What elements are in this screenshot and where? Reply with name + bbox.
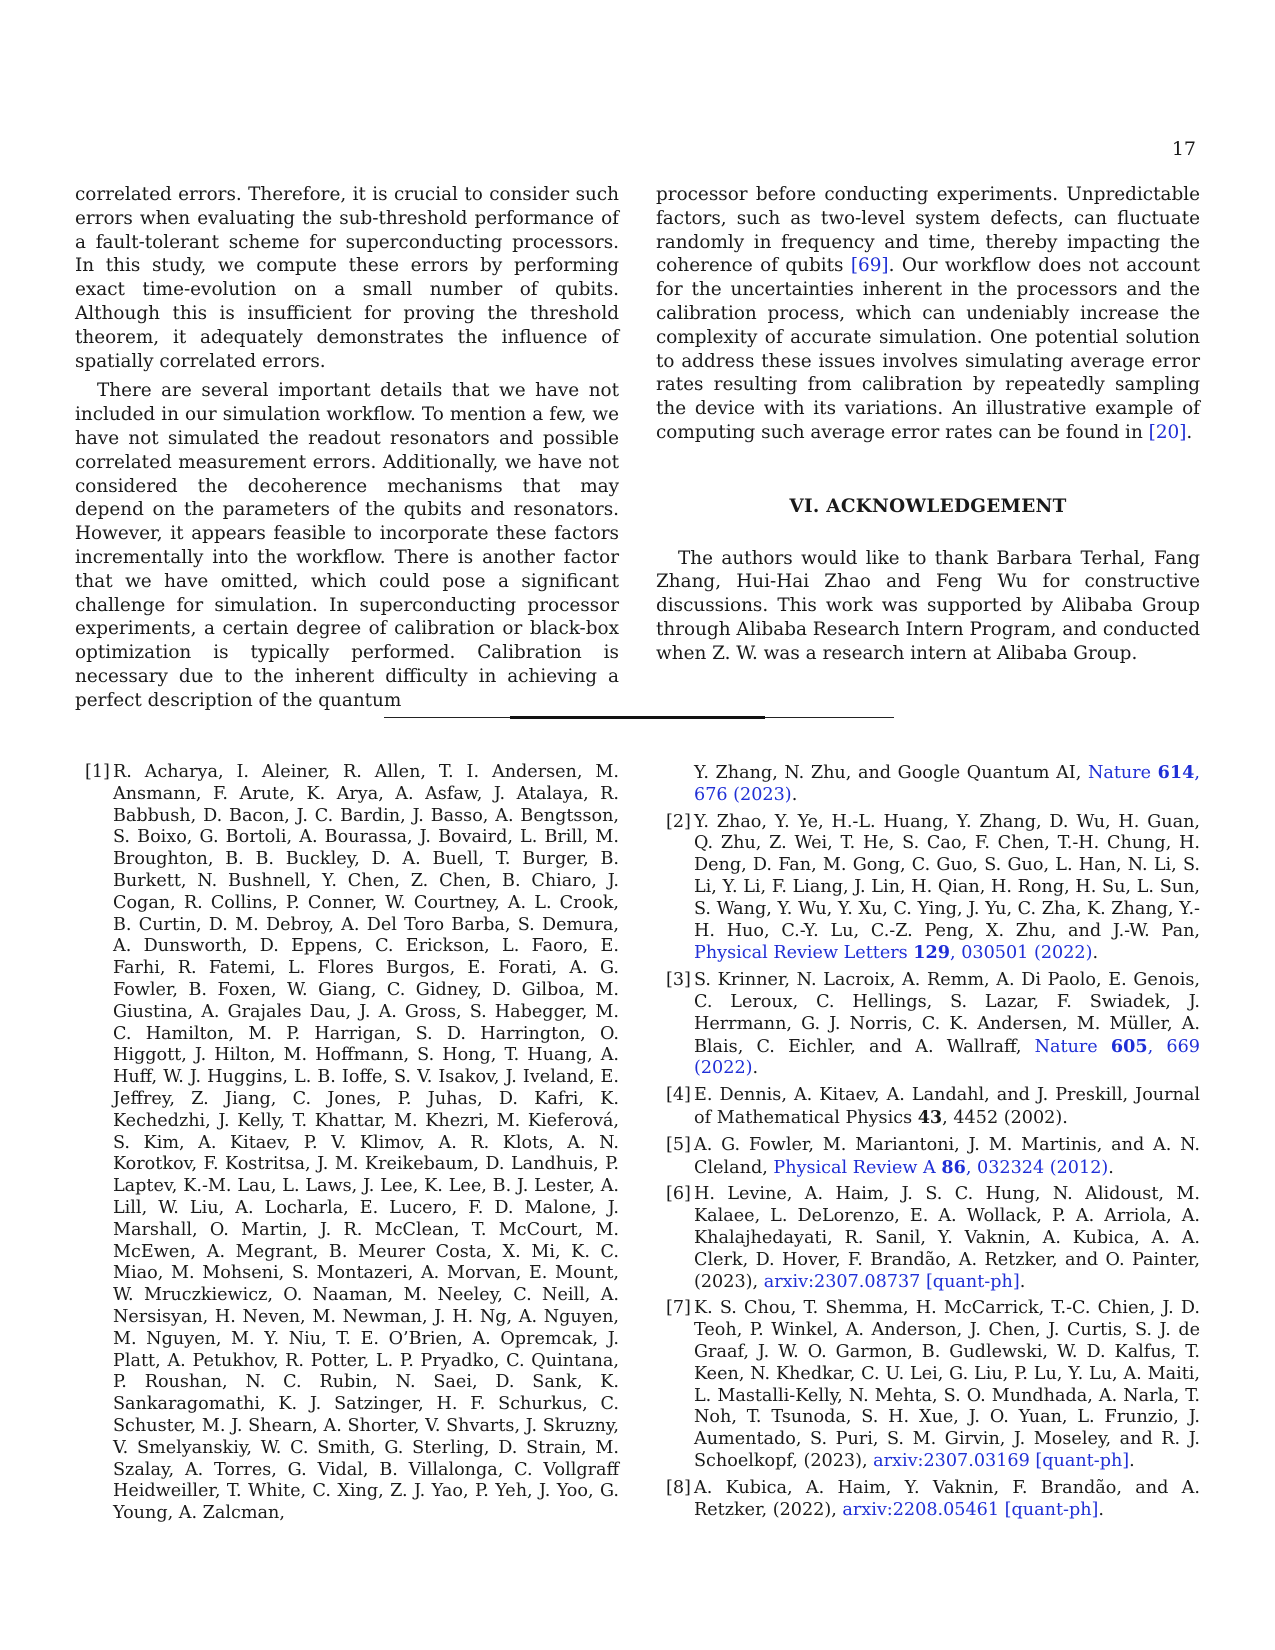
- link-volume: 605: [1110, 1035, 1148, 1057]
- reference-text: A. G. Fowler, M. Mariantoni, J. M. Martinis, and A. N. Cleland,: [694, 1134, 1200, 1178]
- reference-tail: .: [1092, 943, 1099, 964]
- reference-number: [2]: [666, 811, 691, 832]
- link-text: Physical Review Letters: [694, 943, 914, 964]
- arxiv-link[interactable]: arxiv:2208.05461 [quant-ph]: [842, 1499, 1099, 1520]
- citation-link[interactable]: [20]: [1148, 421, 1187, 443]
- reference-item: [656, 812, 1200, 966]
- arxiv-link[interactable]: arxiv:2307.08737 [quant-ph]: [763, 1271, 1020, 1292]
- link-text: , 030501 (2022): [950, 943, 1093, 964]
- reference-item: [75, 762, 619, 1525]
- link-text: Nature: [1034, 1036, 1111, 1057]
- text-span: . Our workflow does not account for the uncertainties inherent in the processors and the calibration process, which can undeniably increase the complexity of accurate simulation. One potential solution to address these issues involves simulating average error rates resulting from calibration by repeatedly sampling the device with its variations. An illustrative example of computing such average error rates can be found in: [656, 255, 1200, 443]
- reference-text: E. Dennis, A. Kitaev, A. Landahl, and J. Preskill, Journal of Mathematical Physics: [694, 1085, 1200, 1128]
- reference-text: R. Acharya, I. Aleiner, R. Allen, T. I. Andersen, M. Ansmann, F. Arute, K. Arya, A. Asfaw, J. Atalaya, R. Babbush, D. Bacon, J. C. Bardin, J. Basso, A. Bengtsson, S. Boixo, G. Bortoli, A. Bourassa, J. Bovaird, L. Brill, M. Broughton, B. B. Buckley, D. A. Buell, T. Burger, B. Burkett, N. Bushnell, Y. Chen, Z. Chen, B. Chiaro, J. Cogan, R. Collins, P. Conner, W. Courtney, A. L. Crook, B. Curtin, D. M. Debroy, A. Del Toro Barba, S. Demura, A. Dunsworth, D. Eppens, C. Erickson, L. Faoro, E. Farhi, R. Fatemi, L. Flores Burgos, E. Forati, A. G. Fowler, B. Foxen, W. Giang, C. Gidney, D. Gilboa, M. Giustina, A. Grajales Dau, J. A. Gross, S. Habegger, M. C. Hamilton, M. P. Harrigan, S. D. Harrington, O. Higgott, J. Hilton, M. Hoffmann, S. Hong, T. Huang, A. Huff, W. J. Huggins, L. B. Ioffe, S. V. Isakov, J. Iveland, E. Jeffrey, Z. Jiang, C. Jones, P. Juhas, D. Kafri, K. Kechedzhi, J. Kelly, T. Khattar, M. Khezri, M. Kieferová, S. Kim, A. Kitaev, P. V. Klimov, A. R. Klots, A. N. Korotkov, F. Kostritsa, J. M. Kreikebaum, D. Landhuis, P. Laptev, K.-M. Lau, L. Laws, J. Lee, K. Lee, B. J. Lester, A. Lill, W. Liu, A. Locharla, E. Lucero, F. D. Malone, J. Marshall, O. Martin, J. R. McClean, T. McCourt, M. McEwen, A. Megrant, B. Meurer Costa, X. Mi, K. C. Miao, M. Mohseni, S. Montazeri, A. Morvan, E. Mount, W. Mruczkiewicz, O. Naaman, M. Neeley, C. Neill, A. Nersisyan, H. Neven, M. Newman, J. H. Ng, A. Nguyen, M. Nguyen, M. Y. Niu, T. E. O’Brien, A. Opremcak, J. Platt, A. Petukhov, R. Potter, L. P. Pryadko, C. Quintana, P. Roushan, N. C. Rubin, N. Saei, D. Sank, K. Sankaragomathi, K. J. Satzinger, H. F. Schurkus, C. Schuster, M. J. Shearn, A. Shorter, V. Shvarts, J. Skruzny, V. Smelyanskiy, W. C. Smith, G. Sterling, D. Strain, M. Szalay, A. Torres, G. Vidal, B. Villalonga, C. Vollgraff Heidweiller, T. White, C. Xing, Z. J. Yao, P. Yeh, J. Yoo, G. Young, A. Zalcman,: [113, 762, 619, 1524]
- reference-tail: .: [791, 784, 798, 805]
- reference-text: S. Krinner, N. Lacroix, A. Remm, A. Di Paolo, E. Genois, C. Leroux, C. Hellings, S. Lazar, F. Swiadek, J. Herrmann, G. J. Norris, C. K. Andersen, M. Müller, A. Blais, C. Eichler, and A. Wallraff,: [694, 970, 1200, 1057]
- reference-item: [656, 1184, 1200, 1293]
- citation-link[interactable]: [69]: [850, 255, 889, 277]
- reference-number: [5]: [666, 1134, 691, 1155]
- text-span: .: [1186, 421, 1193, 443]
- reference-tail: .: [1098, 1499, 1105, 1520]
- reference-number: [1]: [85, 762, 110, 782]
- link-text: Physical Review A: [773, 1157, 942, 1178]
- reference-link[interactable]: [694, 943, 1092, 963]
- link-text: , 676 (2023): [694, 763, 1200, 805]
- left-column: [75, 183, 619, 713]
- reference-tail: .: [752, 1058, 759, 1079]
- reference-tail: .: [1019, 1271, 1026, 1292]
- reference-text: K. S. Chou, T. Shemma, H. McCarrick, T.-C. Chien, J. D. Teoh, P. Winkel, A. Anderson, J. Chen, J. Curtis, S. J. de Graaf, J. W. O. Garmon, B. Gudlewski, W. D. Kalfus, T. Keen, N. Khedkar, C. U. Lei, G. Liu, P. Lu, Y. Lu, A. Maiti, L. Mastalli-Kelly, N. Mehta, S. O. Mundhada, A. Narla, T. Noh, T. Tsunoda, S. H. Xue, J. O. Yuan, L. Frunzio, J. Aumentado, S. Puri, S. M. Girvin, J. Moseley, and R. J. Schoelkopf, (2023),: [694, 1298, 1200, 1471]
- link-text: , 032324 (2012): [965, 1157, 1109, 1178]
- reference-tail: .: [1129, 1450, 1135, 1471]
- reference-number: [7]: [666, 1298, 691, 1319]
- references-left: [75, 762, 619, 1530]
- references-right: [656, 762, 1200, 1526]
- link-volume: 614: [1157, 762, 1195, 783]
- reference-number: [3]: [666, 970, 691, 991]
- page-number: 17: [1171, 138, 1196, 160]
- reference-item: [656, 1478, 1200, 1522]
- arxiv-link[interactable]: arxiv:2307.03169 [quant-ph]: [873, 1450, 1130, 1471]
- reference-tail: .: [1108, 1157, 1114, 1178]
- reference-number: [8]: [666, 1477, 691, 1498]
- reference-text: A. Kubica, A. Haim, Y. Vaknin, F. Brandão, and A. Retzker, (2022),: [694, 1477, 1200, 1520]
- reference-number: [4]: [666, 1085, 691, 1106]
- reference-text: Y. Zhao, Y. Ye, H.-L. Huang, Y. Zhang, D. Wu, H. Guan, Q. Zhu, Z. Wei, T. He, S. Cao, F. Chen, T.-H. Chung, H. Deng, D. Fan, M. Gong, C. Guo, S. Guo, L. Han, N. Li, S. Li, Y. Li, F. Liang, J. Lin, H. Qian, H. Rong, H. Su, L. Sun, S. Wang, Y. Wu, Y. Xu, C. Ying, J. Yu, C. Zha, K. Zhang, Y.-H. Huo, C.-Y. Lu, C.-Z. Peng, X. Zhu, and J.-W. Pan,: [694, 811, 1200, 941]
- separator-rule-center: [510, 716, 765, 719]
- section-heading: VI. ACKNOWLEDGEMENT: [789, 495, 1067, 517]
- reference-text: Y. Zhang, N. Zhu, and Google Quantum AI,: [694, 763, 1088, 783]
- reference-continuation: [656, 762, 1200, 807]
- acknowledgement-paragraph: The authors would like to thank Barbara Terhal, Fang Zhang, Hui-Hai Zhao and Feng Wu for constructive discussions. This work was supported by Alibaba Group through Alibaba Research Intern Program, and conducted when Z. W. was a research intern at Alibaba Group.: [656, 547, 1200, 664]
- paragraph: There are several important details that we have not included in our simulation workflow. To mention a few, we have not simulated the readout resonators and possible correlated measurement errors. Additionally, we have not considered the decoherence mechanisms that may depend on the parameters of the qubits and resonators. However, it appears feasible to incorporate these factors incrementally into the workflow. There is another factor that we have omitted, which could pose a significant challenge for simulation. In superconducting processor experiments, a certain degree of calibration or black-box optimization is typically performed. Calibration is necessary due to the inherent difficulty in achieving a perfect description of the quantum: [75, 380, 619, 711]
- reference-link[interactable]: [773, 1158, 1108, 1178]
- reference-item: [656, 970, 1200, 1080]
- link-volume: 86: [941, 1156, 966, 1178]
- link-text: , 669 (2022): [694, 1036, 1200, 1079]
- link-volume: 129: [913, 942, 951, 964]
- paragraph: correlated errors. Therefore, it is crucial to consider such errors when evaluating the sub-threshold performance of a fault-tolerant scheme for superconducting processors. In this study, we compute these errors by performing exact time-evolution on a small number of qubits. Although this is insufficient for proving the threshold theorem, it adequately demonstrates the influence of spatially correlated errors.: [75, 184, 619, 372]
- right-column: [656, 183, 1200, 666]
- reference-item: [656, 1085, 1200, 1130]
- paragraph: [656, 183, 1200, 445]
- reference-number: [6]: [666, 1184, 691, 1205]
- text-span: processor before conducting experiments. Unpredictable factors, such as two-level system defects, can fluctuate randomly in frequency and time, thereby impacting the coherence of qubits: [656, 184, 1200, 277]
- reference-item: [656, 1298, 1200, 1472]
- reference-tail: , 4452 (2002).: [942, 1107, 1068, 1128]
- link-text: Nature: [1087, 763, 1158, 783]
- reference-item: [656, 1135, 1200, 1180]
- volume-bold: 43: [917, 1106, 943, 1128]
- reference-text: H. Levine, A. Haim, J. S. C. Hung, N. Alidoust, M. Kalaee, L. DeLorenzo, E. A. Wollack, P. A. Arriola, A. Khalajhedayati, R. Sanil, Y. Vaknin, A. Kubica, A. A. Clerk, D. Hover, F. Brandão, A. Retzker, and O. Painter, (2023),: [694, 1184, 1200, 1292]
